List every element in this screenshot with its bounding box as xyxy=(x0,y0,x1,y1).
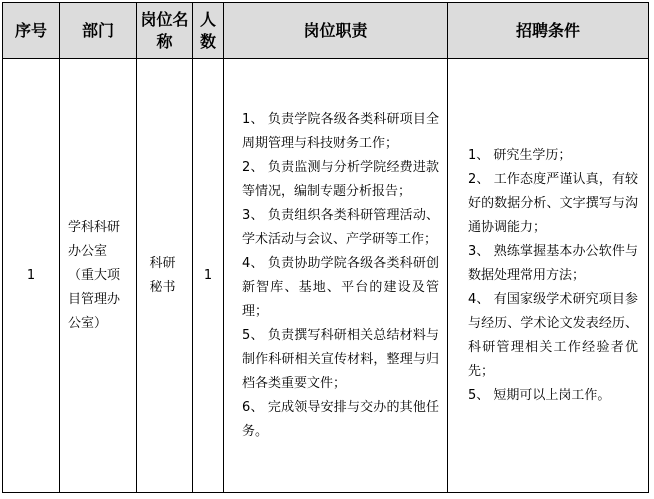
table-row xyxy=(3,59,649,493)
list-item: 5、 短期可以上岗工作。 xyxy=(468,387,611,403)
list-item: 2、 工作态度严谨认真，有较好的数据分析、文字撰写与沟通协调能力； xyxy=(468,171,638,235)
list-item: 2、 负责监测与分析学院经费进款等情况，编制专题分析报告； xyxy=(242,159,439,199)
cell-requirements xyxy=(448,59,649,493)
requirements-list xyxy=(468,144,638,408)
position-name: 科研秘书 xyxy=(149,255,176,295)
cell-no: 1 xyxy=(3,59,60,493)
header-duties: 岗位职责 xyxy=(224,3,448,59)
header-count: 人数 xyxy=(193,3,224,59)
list-item: 4、 负责协助学院各级各类科研创新智库、基地、平台的建设及管理； xyxy=(242,255,439,319)
cell-count: 1 xyxy=(193,59,224,493)
header-position: 岗位名称 xyxy=(137,3,193,59)
list-item: 5、 负责撰写科研相关总结材料与制作科研相关宣传材料，整理与归档各类重要文件； xyxy=(242,327,439,391)
department-name: 学科科研办公室（重大项目管理办公室） xyxy=(68,219,121,331)
list-item: 3、 负责组织各类科研管理活动、学术活动与会议、产学研等工作； xyxy=(242,207,439,247)
list-item: 3、 熟练掌握基本办公软件与数据处理常用方法； xyxy=(468,243,638,283)
cell-department xyxy=(60,59,137,493)
header-no: 序号 xyxy=(3,3,60,59)
header-requirements: 招聘条件 xyxy=(448,3,649,59)
cell-position xyxy=(137,59,193,493)
job-table xyxy=(2,2,649,493)
cell-duties xyxy=(224,59,448,493)
list-item: 4、 有国家级学术研究项目参与经历、学术论文发表经历、科研管理相关工作经验者优先； xyxy=(468,291,638,379)
list-item: 1、 研究生学历； xyxy=(468,147,572,163)
list-item: 1、 负责学院各级各类科研项目全周期管理与科技财务工作； xyxy=(242,111,439,151)
header-row xyxy=(3,3,649,59)
header-department: 部门 xyxy=(60,3,137,59)
list-item: 6、 完成领导安排与交办的其他任务。 xyxy=(242,399,439,439)
duties-list xyxy=(242,108,439,444)
